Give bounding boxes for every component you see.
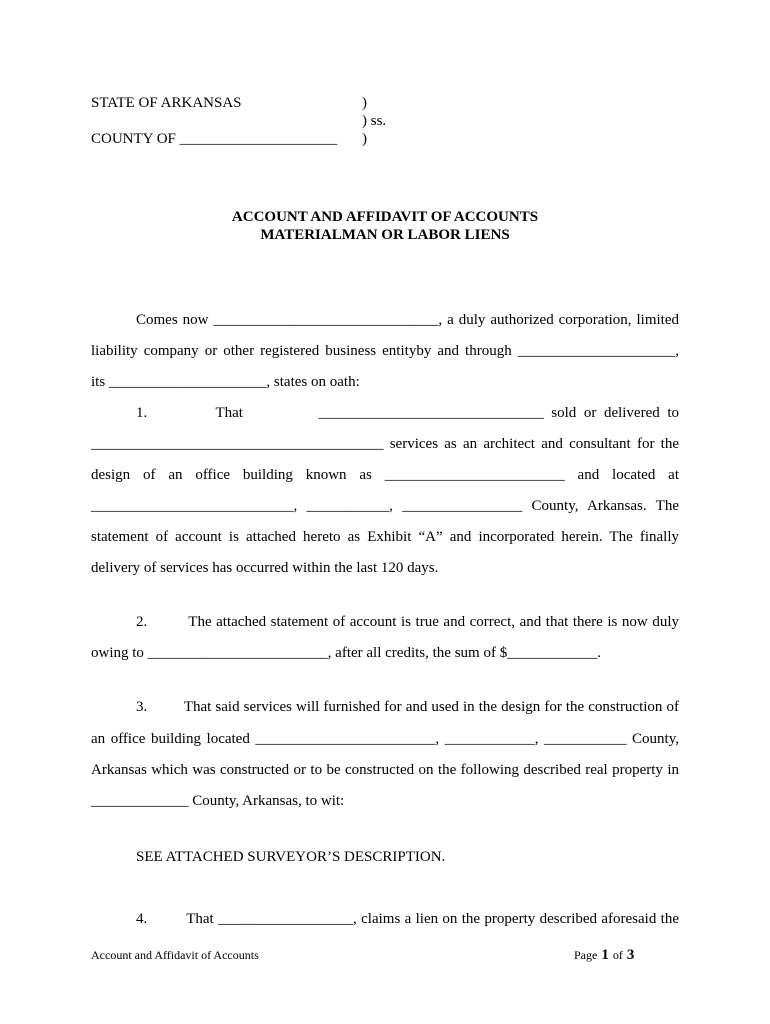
para2-line-2: owing to ________________________, after all credits, the sum of $____________.: [91, 645, 601, 661]
para3-line-2: an office building located ________________________, ____________, ___________ County,: [91, 731, 679, 747]
page-indicator: [574, 946, 634, 964]
para1-line-1: 1. That ______________________________ sold or delivered to: [136, 405, 679, 421]
para2-line-1: 2. The attached statement of account is true and correct, and that there is now duly: [136, 614, 679, 630]
para1-line-3: design of an office building known as ________________________ and located at: [91, 467, 679, 483]
page-total: 3: [626, 947, 635, 963]
para1-line-4: ___________________________, ___________, ________________ County, Arkansas. The: [91, 498, 679, 514]
para1-line-2: _______________________________________ services as an architect and consultant for the: [91, 436, 679, 452]
document-title-line-1: ACCOUNT AND AFFIDAVIT OF ACCOUNTS: [231, 209, 539, 225]
para3-line-1: 3. That said services will furnished for and used in the design for the construction of: [136, 699, 679, 715]
document-title-line-2: MATERIALMAN OR LABOR LIENS: [260, 227, 510, 243]
caption-ss: ) ss.: [362, 113, 387, 129]
county-line: COUNTY OF _____________________: [91, 131, 338, 147]
surveyor-description: SEE ATTACHED SURVEYOR’S DESCRIPTION.: [136, 849, 446, 865]
para3-line-3: Arkansas which was constructed or to be constructed on the following described real property in: [91, 762, 679, 778]
caption-paren-2: ): [362, 131, 367, 147]
intro-line-2: liability company or other registered business entityby and through _____________________,: [91, 343, 679, 359]
intro-line-1: Comes now ______________________________, a duly authorized corporation, limited: [136, 312, 679, 328]
caption-paren-1: ): [362, 95, 367, 111]
page-number: 1: [601, 947, 609, 963]
para1-line-5: statement of account is attached hereto as Exhibit “A” and incorporated herein. The finally: [91, 529, 679, 545]
para1-line-6: delivery of services has occurred within the last 120 days.: [91, 560, 439, 576]
footer-title: Account and Affidavit of Accounts: [91, 948, 259, 962]
intro-line-3: its _____________________, states on oath:: [91, 374, 360, 390]
of-label: of: [612, 948, 623, 962]
para4-line-1: 4. That __________________, claims a lien on the property described aforesaid the: [136, 911, 679, 927]
page-label: Page: [574, 948, 598, 962]
state-line: STATE OF ARKANSAS: [91, 95, 242, 111]
para3-line-4: _____________ County, Arkansas, to wit:: [91, 793, 345, 809]
